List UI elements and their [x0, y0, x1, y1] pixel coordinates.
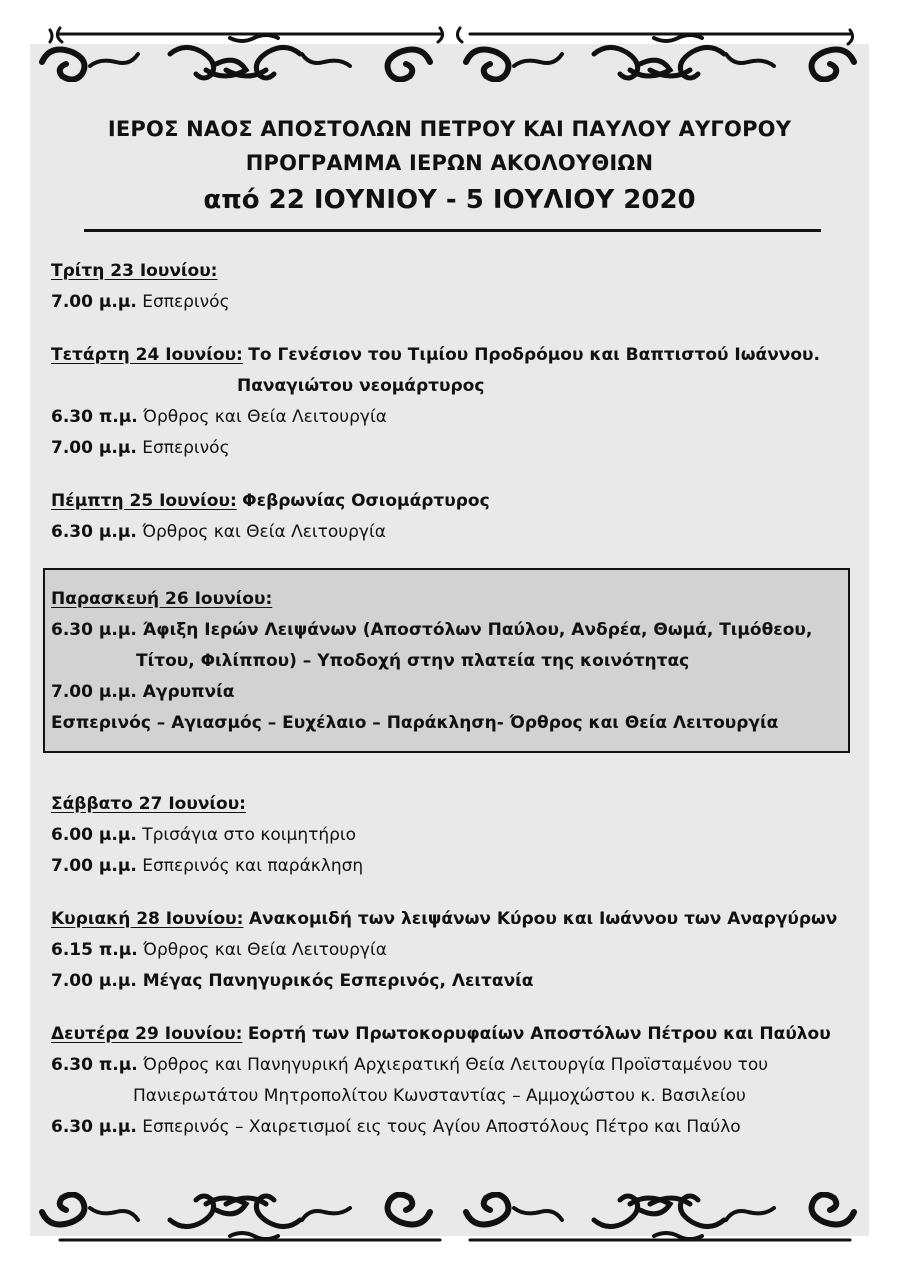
title-divider [84, 229, 821, 232]
service-line-cont: Τίτου, Φιλίππου) – Υποδοχή στην πλατεία της κοινότητας [136, 651, 690, 671]
service-line: 6.30 μ.μ. Εσπερινός – Χαιρετισμοί εις τους Αγίου Αποστόλους Πέτρο και Παύλο [51, 1117, 741, 1137]
service-line: 6.30 π.μ. Όρθρος και Πανηγυρική Αρχιερατική Θεία Λειτουργία Προϊσταμένου του [51, 1055, 769, 1075]
day-entry [51, 1019, 851, 1143]
program-title: ΠΡΟΓΡΑΜΜΑ ΙΕΡΩΝ ΑΚΟΛΟΥΘΙΩΝ [245, 151, 654, 175]
day-date: Τρίτη 23 Ιουνίου: [51, 261, 218, 281]
service-line: 7.00 μ.μ. Μέγας Πανηγυρικός Εσπερινός, Λειτανία [51, 971, 534, 991]
day-feast: Φεβρωνίας Οσιομάρτυρος [242, 491, 490, 511]
header [30, 112, 869, 220]
service-line: 6.30 π.μ. Όρθρος και Θεία Λειτουργία [51, 407, 387, 427]
day-feast: Εορτή των Πρωτοκορυφαίων Αποστόλων Πέτρου και Παύλου [247, 1024, 831, 1044]
service-line: 6.00 μ.μ. Τρισάγια στο κοιμητήριο [51, 825, 357, 845]
service-line: 7.00 μ.μ. Αγρυπνία [51, 682, 235, 702]
day-feast: Ανακομιδή των λειψάνων Κύρου και Ιωάννου των Αναργύρων [248, 909, 838, 929]
day-date: Τετάρτη 24 Ιουνίου: [51, 345, 243, 365]
service-extra: Εσπερινός – Αγιασμός – Ευχέλαιο – Παράκληση- Όρθρος και Θεία Λειτουργία [51, 713, 779, 733]
day-entry [51, 256, 851, 318]
day-entry [51, 340, 851, 464]
church-name: ΙΕΡΟΣ ΝΑΟΣ ΑΠΟΣΤΟΛΩΝ ΠΕΤΡΟΥ ΚΑΙ ΠΑΥΛΟΥ ΑΥΓΟΡΟΥ [107, 117, 792, 141]
day-date: Κυριακή 28 Ιουνίου: [51, 909, 244, 929]
service-line: 6.30 μ.μ. Όρθρος και Θεία Λειτουργία [51, 522, 386, 542]
service-line-cont: Πανιερωτάτου Μητροπολίτου Κωνσταντίας – Αμμοχώστου κ. Βασιλείου [133, 1086, 746, 1106]
ornament-border-bottom-icon [30, 1192, 875, 1248]
day-date: Παρασκευή 26 Ιουνίου: [51, 589, 273, 609]
day-entry [51, 789, 851, 882]
ornament-border-top-icon [30, 26, 875, 82]
service-line: 7.00 μ.μ. Εσπερινός [51, 438, 230, 458]
service-line: 6.15 π.μ. Όρθρος και Θεία Λειτουργία [51, 940, 387, 960]
service-line: 7.00 μ.μ. Εσπερινός και παράκληση [51, 856, 364, 876]
day-date: Πέμπτη 25 Ιουνίου: [51, 491, 237, 511]
day-feast-cont: Παναγιώτου νεομάρτυρος [237, 376, 485, 396]
highlighted-day-box [43, 568, 850, 753]
day-entry [51, 486, 851, 548]
service-line: 7.00 μ.μ. Εσπερινός [51, 292, 230, 312]
day-date: Δευτέρα 29 Ιουνίου: [51, 1024, 243, 1044]
day-date: Σάββατο 27 Ιουνίου: [51, 794, 246, 814]
schedule [51, 256, 851, 1165]
day-feast: Το Γενέσιον του Τιμίου Προδρόμου και Βαπτιστού Ιωάννου. [248, 345, 820, 365]
service-line: 6.30 μ.μ. Άφιξη Ιερών Λειψάνων (Αποστόλων Παύλου, Ανδρέα, Θωμά, Τιμόθεου, [51, 620, 813, 640]
date-range: από 22 ΙΟΥΝΙΟΥ - 5 ΙΟΥΛΙΟΥ 2020 [203, 185, 696, 215]
day-entry [51, 904, 851, 997]
